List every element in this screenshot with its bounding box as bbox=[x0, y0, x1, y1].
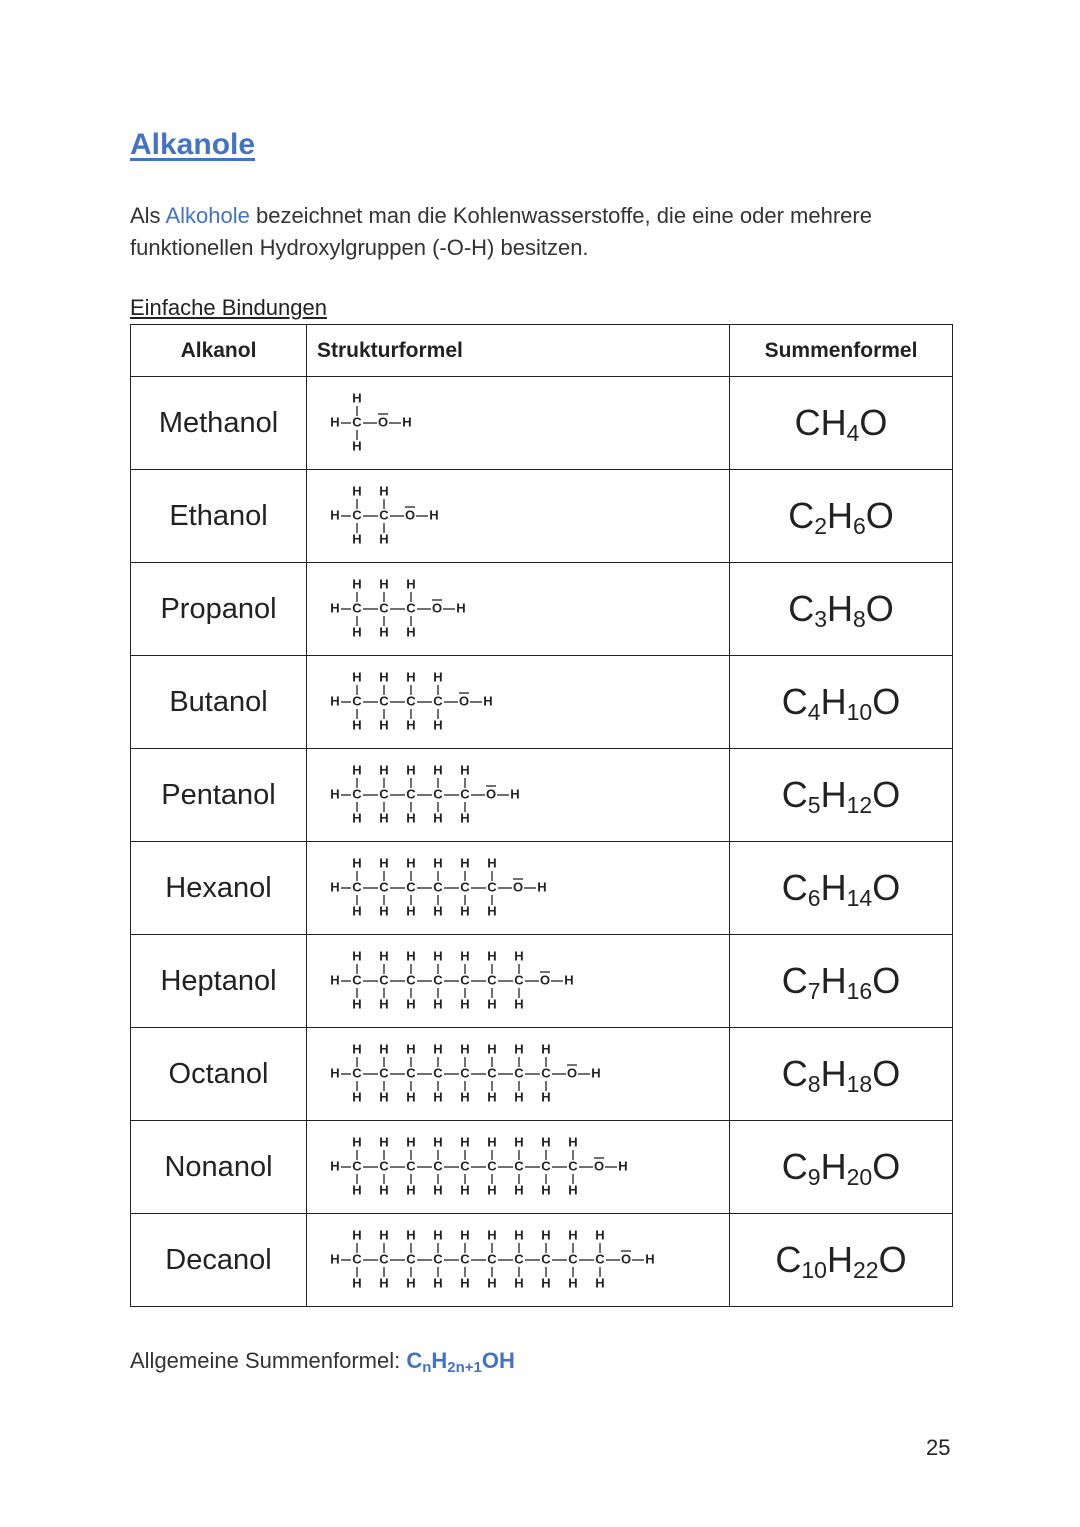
table-body bbox=[131, 377, 953, 1307]
carbon-atom: C bbox=[352, 507, 362, 523]
alkanol-name: Octanol bbox=[131, 1028, 307, 1121]
carbon-atom: C bbox=[541, 1251, 551, 1267]
hydrogen-atom: H bbox=[487, 1041, 497, 1057]
hydrogen-atom: H bbox=[379, 762, 389, 778]
carbon-atom: C bbox=[406, 1065, 416, 1081]
hydrogen-atom: H bbox=[379, 948, 389, 964]
hydrogen-atom: H bbox=[460, 996, 470, 1012]
carbon-atom: C bbox=[352, 1158, 362, 1174]
table-row bbox=[131, 563, 953, 656]
hydrogen-atom: H bbox=[514, 1227, 524, 1243]
carbon-atom: C bbox=[460, 972, 470, 988]
carbon-atom: C bbox=[460, 1251, 470, 1267]
hydrogen-atom: H bbox=[541, 1182, 551, 1198]
structural-formula bbox=[307, 749, 730, 842]
hydrogen-atom: H bbox=[330, 972, 340, 988]
hydrogen-atom: H bbox=[429, 507, 439, 523]
carbon-atom: C bbox=[433, 1251, 443, 1267]
hydrogen-atom: H bbox=[406, 996, 416, 1012]
hydrogen-atom: H bbox=[379, 1275, 389, 1291]
hydrogen-atom: H bbox=[406, 669, 416, 685]
carbon-atom: C bbox=[352, 600, 362, 616]
hydrogen-atom: H bbox=[379, 531, 389, 547]
oxygen-atom: O bbox=[431, 600, 443, 616]
oxygen-atom: O bbox=[593, 1158, 605, 1174]
hydrogen-atom: H bbox=[379, 483, 389, 499]
carbon-atom: C bbox=[379, 786, 389, 802]
hydrogen-atom: H bbox=[433, 1182, 443, 1198]
table-row bbox=[131, 1121, 953, 1214]
hydrogen-atom: H bbox=[406, 762, 416, 778]
hydrogen-atom: H bbox=[433, 717, 443, 733]
carbon-atom: C bbox=[379, 1158, 389, 1174]
hydrogen-atom: H bbox=[460, 762, 470, 778]
hydrogen-atom: H bbox=[352, 717, 362, 733]
structure-diagram bbox=[327, 480, 446, 552]
hydrogen-atom: H bbox=[433, 1089, 443, 1105]
hydrogen-atom: H bbox=[460, 1227, 470, 1243]
hydrogen-atom: H bbox=[379, 855, 389, 871]
alkanol-name: Butanol bbox=[131, 656, 307, 749]
hydrogen-atom: H bbox=[541, 1227, 551, 1243]
carbon-atom: C bbox=[514, 1158, 524, 1174]
header-strukturformel: Strukturformel bbox=[307, 325, 730, 377]
carbon-atom: C bbox=[433, 1065, 443, 1081]
general-formula bbox=[130, 1348, 515, 1374]
hydrogen-atom: H bbox=[352, 903, 362, 919]
carbon-atom: C bbox=[541, 1158, 551, 1174]
hydrogen-atom: H bbox=[510, 786, 520, 802]
carbon-atom: C bbox=[352, 1065, 362, 1081]
hydrogen-atom: H bbox=[330, 879, 340, 895]
hydrogen-atom: H bbox=[514, 1275, 524, 1291]
hydrogen-atom: H bbox=[460, 1041, 470, 1057]
hydrogen-atom: H bbox=[352, 531, 362, 547]
hydrogen-atom: H bbox=[514, 1182, 524, 1198]
molecular-formula: $C_9H_{20}O$ bbox=[730, 1121, 953, 1214]
structural-formula bbox=[307, 1028, 730, 1121]
hydrogen-atom: H bbox=[645, 1251, 655, 1267]
oxygen-atom: O bbox=[620, 1251, 632, 1267]
hydrogen-atom: H bbox=[595, 1227, 605, 1243]
carbon-atom: C bbox=[406, 1158, 416, 1174]
alkanol-table bbox=[130, 324, 953, 1307]
hydrogen-atom: H bbox=[330, 1158, 340, 1174]
structural-formula bbox=[307, 1121, 730, 1214]
hydrogen-atom: H bbox=[352, 1041, 362, 1057]
hydrogen-atom: H bbox=[460, 1275, 470, 1291]
hydrogen-atom: H bbox=[568, 1182, 578, 1198]
hydrogen-atom: H bbox=[352, 996, 362, 1012]
structural-formula bbox=[307, 563, 730, 656]
hydrogen-atom: H bbox=[352, 1134, 362, 1150]
carbon-atom: C bbox=[379, 693, 389, 709]
structural-formula bbox=[307, 377, 730, 470]
structure-diagram bbox=[327, 1038, 608, 1110]
hydrogen-atom: H bbox=[379, 1089, 389, 1105]
hydrogen-atom: H bbox=[406, 624, 416, 640]
alkanol-name: Hexanol bbox=[131, 842, 307, 935]
hydrogen-atom: H bbox=[352, 762, 362, 778]
carbon-atom: C bbox=[379, 600, 389, 616]
hydrogen-atom: H bbox=[352, 390, 362, 406]
general-formula-label: Allgemeine Summenformel: bbox=[130, 1348, 407, 1373]
oxygen-atom: O bbox=[404, 507, 416, 523]
hydrogen-atom: H bbox=[352, 576, 362, 592]
carbon-atom: C bbox=[406, 786, 416, 802]
hydrogen-atom: H bbox=[352, 810, 362, 826]
carbon-atom: C bbox=[406, 879, 416, 895]
page-number: 25 bbox=[926, 1435, 951, 1460]
hydrogen-atom: H bbox=[379, 1134, 389, 1150]
structural-formula bbox=[307, 656, 730, 749]
molecular-formula: $C_5H_{12}O$ bbox=[730, 749, 953, 842]
carbon-atom: C bbox=[352, 414, 362, 430]
carbon-atom: C bbox=[487, 1158, 497, 1174]
hydrogen-atom: H bbox=[487, 1089, 497, 1105]
carbon-atom: C bbox=[352, 693, 362, 709]
table-row bbox=[131, 1214, 953, 1307]
structure-diagram bbox=[327, 387, 419, 459]
alkohole-link[interactable]: Alkohole bbox=[165, 203, 250, 228]
alkanol-name: Decanol bbox=[131, 1214, 307, 1307]
oxygen-atom: O bbox=[485, 786, 497, 802]
structure-diagram bbox=[327, 1131, 635, 1203]
hydrogen-atom: H bbox=[379, 717, 389, 733]
hydrogen-atom: H bbox=[460, 903, 470, 919]
carbon-atom: C bbox=[487, 972, 497, 988]
hydrogen-atom: H bbox=[352, 1089, 362, 1105]
hydrogen-atom: H bbox=[537, 879, 547, 895]
carbon-atom: C bbox=[433, 786, 443, 802]
carbon-atom: C bbox=[568, 1158, 578, 1174]
hydrogen-atom: H bbox=[618, 1158, 628, 1174]
hydrogen-atom: H bbox=[433, 1275, 443, 1291]
carbon-atom: C bbox=[568, 1251, 578, 1267]
structure-diagram bbox=[327, 666, 500, 738]
hydrogen-atom: H bbox=[483, 693, 493, 709]
hydrogen-atom: H bbox=[352, 855, 362, 871]
hydrogen-atom: H bbox=[460, 855, 470, 871]
hydrogen-atom: H bbox=[330, 600, 340, 616]
hydrogen-atom: H bbox=[330, 1065, 340, 1081]
hydrogen-atom: H bbox=[514, 1089, 524, 1105]
hydrogen-atom: H bbox=[541, 1134, 551, 1150]
molecular-formula: $C_4H_{10}O$ bbox=[730, 656, 953, 749]
carbon-atom: C bbox=[352, 972, 362, 988]
hydrogen-atom: H bbox=[406, 1227, 416, 1243]
header-summenformel: Summenformel bbox=[730, 325, 953, 377]
oxygen-atom: O bbox=[539, 972, 551, 988]
molecular-formula: $C_{10}H_{22}O$ bbox=[730, 1214, 953, 1307]
carbon-atom: C bbox=[352, 879, 362, 895]
hydrogen-atom: H bbox=[595, 1275, 605, 1291]
molecular-formula: $C_3H_8O$ bbox=[730, 563, 953, 656]
hydrogen-atom: H bbox=[564, 972, 574, 988]
oxygen-atom: O bbox=[458, 693, 470, 709]
hydrogen-atom: H bbox=[406, 903, 416, 919]
hydrogen-atom: H bbox=[541, 1041, 551, 1057]
carbon-atom: C bbox=[433, 693, 443, 709]
carbon-atom: C bbox=[460, 879, 470, 895]
hydrogen-atom: H bbox=[330, 693, 340, 709]
structure-diagram bbox=[327, 852, 554, 924]
carbon-atom: C bbox=[406, 1251, 416, 1267]
hydrogen-atom: H bbox=[514, 1134, 524, 1150]
oxygen-atom: O bbox=[566, 1065, 578, 1081]
hydrogen-atom: H bbox=[406, 855, 416, 871]
hydrogen-atom: H bbox=[487, 1134, 497, 1150]
carbon-atom: C bbox=[352, 786, 362, 802]
hydrogen-atom: H bbox=[487, 1275, 497, 1291]
hydrogen-atom: H bbox=[456, 600, 466, 616]
hydrogen-atom: H bbox=[591, 1065, 601, 1081]
hydrogen-atom: H bbox=[406, 576, 416, 592]
hydrogen-atom: H bbox=[433, 948, 443, 964]
table-row bbox=[131, 842, 953, 935]
structural-formula bbox=[307, 842, 730, 935]
hydrogen-atom: H bbox=[433, 1227, 443, 1243]
hydrogen-atom: H bbox=[406, 717, 416, 733]
hydrogen-atom: H bbox=[352, 948, 362, 964]
carbon-atom: C bbox=[433, 972, 443, 988]
alkanol-name: Propanol bbox=[131, 563, 307, 656]
hydrogen-atom: H bbox=[330, 507, 340, 523]
carbon-atom: C bbox=[541, 1065, 551, 1081]
hydrogen-atom: H bbox=[379, 903, 389, 919]
carbon-atom: C bbox=[514, 972, 524, 988]
general-formula-value: $C_nH_{2n+1}OH$ bbox=[406, 1348, 515, 1376]
hydrogen-atom: H bbox=[406, 810, 416, 826]
hydrogen-atom: H bbox=[460, 1134, 470, 1150]
molecular-formula: $CH_4O$ bbox=[730, 377, 953, 470]
table-header-row bbox=[131, 325, 953, 377]
carbon-atom: C bbox=[514, 1065, 524, 1081]
hydrogen-atom: H bbox=[406, 1182, 416, 1198]
hydrogen-atom: H bbox=[352, 1182, 362, 1198]
hydrogen-atom: H bbox=[406, 1041, 416, 1057]
hydrogen-atom: H bbox=[433, 762, 443, 778]
alkanol-name: Nonanol bbox=[131, 1121, 307, 1214]
intro-paragraph bbox=[130, 200, 960, 264]
molecular-formula: $C_8H_{18}O$ bbox=[730, 1028, 953, 1121]
hydrogen-atom: H bbox=[487, 855, 497, 871]
structural-formula bbox=[307, 1214, 730, 1307]
hydrogen-atom: H bbox=[379, 810, 389, 826]
intro-text-post: bezeichnet man die Kohlenwasserstoffe, die eine oder mehrere funktionellen Hydroxylgruppen (-O-H) besitzen. bbox=[130, 203, 872, 260]
hydrogen-atom: H bbox=[433, 810, 443, 826]
table-row bbox=[131, 935, 953, 1028]
hydrogen-atom: H bbox=[487, 948, 497, 964]
oxygen-atom: O bbox=[377, 414, 389, 430]
molecular-formula: $C_7H_{16}O$ bbox=[730, 935, 953, 1028]
structure-diagram bbox=[327, 945, 581, 1017]
hydrogen-atom: H bbox=[568, 1275, 578, 1291]
header-alkanol: Alkanol bbox=[131, 325, 307, 377]
hydrogen-atom: H bbox=[514, 996, 524, 1012]
hydrogen-atom: H bbox=[379, 1041, 389, 1057]
hydrogen-atom: H bbox=[406, 948, 416, 964]
carbon-atom: C bbox=[379, 507, 389, 523]
hydrogen-atom: H bbox=[330, 1251, 340, 1267]
hydrogen-atom: H bbox=[487, 1182, 497, 1198]
hydrogen-atom: H bbox=[379, 1182, 389, 1198]
hydrogen-atom: H bbox=[379, 624, 389, 640]
carbon-atom: C bbox=[406, 600, 416, 616]
hydrogen-atom: H bbox=[433, 996, 443, 1012]
molecular-formula: $C_6H_{14}O$ bbox=[730, 842, 953, 935]
hydrogen-atom: H bbox=[541, 1275, 551, 1291]
structure-diagram bbox=[327, 573, 473, 645]
hydrogen-atom: H bbox=[352, 483, 362, 499]
carbon-atom: C bbox=[379, 1065, 389, 1081]
hydrogen-atom: H bbox=[541, 1089, 551, 1105]
intro-text-pre: Als bbox=[130, 203, 166, 228]
hydrogen-atom: H bbox=[406, 1089, 416, 1105]
table-row bbox=[131, 1028, 953, 1121]
hydrogen-atom: H bbox=[568, 1134, 578, 1150]
carbon-atom: C bbox=[379, 1251, 389, 1267]
table-row bbox=[131, 749, 953, 842]
oxygen-atom: O bbox=[512, 879, 524, 895]
structural-formula bbox=[307, 935, 730, 1028]
hydrogen-atom: H bbox=[379, 669, 389, 685]
carbon-atom: C bbox=[433, 1158, 443, 1174]
hydrogen-atom: H bbox=[330, 414, 340, 430]
carbon-atom: C bbox=[406, 693, 416, 709]
molecular-formula: $C_2H_6O$ bbox=[730, 470, 953, 563]
carbon-atom: C bbox=[460, 1065, 470, 1081]
hydrogen-atom: H bbox=[460, 810, 470, 826]
hydrogen-atom: H bbox=[330, 786, 340, 802]
hydrogen-atom: H bbox=[406, 1275, 416, 1291]
structural-formula bbox=[307, 470, 730, 563]
structure-diagram bbox=[327, 759, 527, 831]
hydrogen-atom: H bbox=[460, 1182, 470, 1198]
alkanol-name: Heptanol bbox=[131, 935, 307, 1028]
carbon-atom: C bbox=[379, 879, 389, 895]
hydrogen-atom: H bbox=[460, 1089, 470, 1105]
table-row bbox=[131, 656, 953, 749]
carbon-atom: C bbox=[352, 1251, 362, 1267]
section-subheading: Einfache Bindungen bbox=[130, 295, 327, 320]
carbon-atom: C bbox=[514, 1251, 524, 1267]
hydrogen-atom: H bbox=[352, 438, 362, 454]
carbon-atom: C bbox=[379, 972, 389, 988]
hydrogen-atom: H bbox=[433, 1041, 443, 1057]
hydrogen-atom: H bbox=[402, 414, 412, 430]
hydrogen-atom: H bbox=[433, 669, 443, 685]
hydrogen-atom: H bbox=[352, 1227, 362, 1243]
table-row bbox=[131, 377, 953, 470]
alkanol-name: Methanol bbox=[131, 377, 307, 470]
alkanol-name: Pentanol bbox=[131, 749, 307, 842]
carbon-atom: C bbox=[433, 879, 443, 895]
hydrogen-atom: H bbox=[379, 1227, 389, 1243]
carbon-atom: C bbox=[487, 879, 497, 895]
carbon-atom: C bbox=[487, 1065, 497, 1081]
hydrogen-atom: H bbox=[406, 1134, 416, 1150]
hydrogen-atom: H bbox=[352, 1275, 362, 1291]
hydrogen-atom: H bbox=[379, 576, 389, 592]
carbon-atom: C bbox=[487, 1251, 497, 1267]
hydrogen-atom: H bbox=[433, 903, 443, 919]
hydrogen-atom: H bbox=[352, 624, 362, 640]
hydrogen-atom: H bbox=[487, 996, 497, 1012]
hydrogen-atom: H bbox=[460, 948, 470, 964]
alkanol-name: Ethanol bbox=[131, 470, 307, 563]
hydrogen-atom: H bbox=[433, 1134, 443, 1150]
hydrogen-atom: H bbox=[568, 1227, 578, 1243]
hydrogen-atom: H bbox=[487, 903, 497, 919]
table-row bbox=[131, 470, 953, 563]
hydrogen-atom: H bbox=[352, 669, 362, 685]
hydrogen-atom: H bbox=[379, 996, 389, 1012]
hydrogen-atom: H bbox=[433, 855, 443, 871]
carbon-atom: C bbox=[595, 1251, 605, 1267]
hydrogen-atom: H bbox=[514, 948, 524, 964]
carbon-atom: C bbox=[460, 1158, 470, 1174]
hydrogen-atom: H bbox=[487, 1227, 497, 1243]
carbon-atom: C bbox=[406, 972, 416, 988]
page-title: Alkanole bbox=[130, 128, 256, 161]
carbon-atom: C bbox=[460, 786, 470, 802]
hydrogen-atom: H bbox=[514, 1041, 524, 1057]
structure-diagram bbox=[327, 1224, 662, 1296]
